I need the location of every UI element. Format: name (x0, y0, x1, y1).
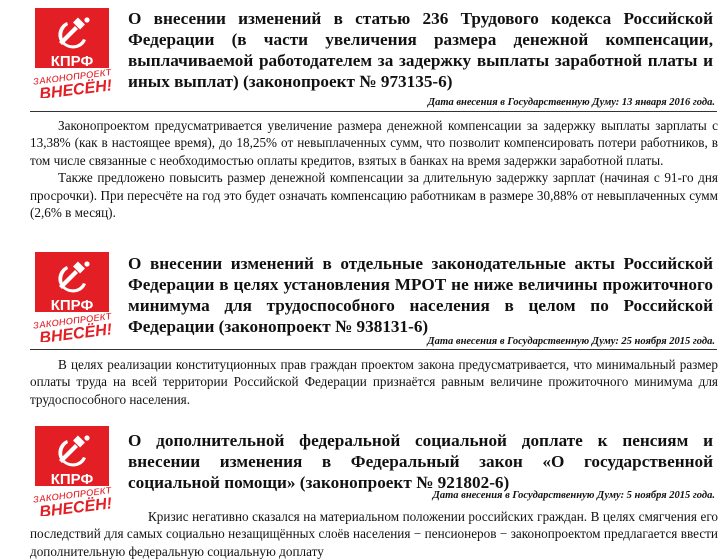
divider (30, 349, 717, 350)
bill-title: О дополнительной федеральной социальной доплате к пенсиям и внесении изменения в Федеральный закон «О государственной социальной помощи» (законопроект № 921802-6) (128, 431, 713, 492)
submission-date: Дата внесения в Государственную Думу: 5 ноября 2015 года. (432, 490, 715, 501)
bill-description (30, 356, 718, 408)
submission-date: Дата внесения в Государственную Думу: 13 января 2016 года. (427, 97, 715, 108)
bill-title: О внесении изменений в статью 236 Трудового кодекса Российской Федерации (в части увеличения размера денежной компенсации, выплачиваемой работодателем за задержку выплаты заработной платы и иных выплат) (законопроект № 973135-6) (128, 9, 713, 91)
kprf-bill-submitted-logo (33, 6, 119, 98)
paragraph: Кризис негативно сказался на материальном положении российских граждан. В целях смягчения его последствий для самых социально незащищённых слоёв населения − пенсионеров − законопроектом предлагается ввести дополнительную федеральную социальную доплату (30, 509, 718, 559)
kprf-bill-submitted-logo (33, 250, 119, 342)
bill-description (30, 508, 718, 560)
bill-title: О внесении изменений в отдельные законодательные акты Российской Федерации в целях установления МРОТ не ниже величины прожиточного минимума для трудоспособного населения в целом по Российской Федерации (законопроект № 938131-6) (128, 254, 713, 336)
submission-date: Дата внесения в Государственную Думу: 25 ноября 2015 года. (427, 336, 715, 347)
divider (30, 111, 717, 112)
paragraph: В целях реализации конституционных прав граждан проектом закона предусматривается, что минимальный размер оплаты труда на всей территории Российской Федерации признаётся равным величине прожиточного минимума для трудоспособного населения. (30, 357, 718, 407)
bill-description (30, 117, 718, 221)
kprf-bill-submitted-logo (33, 424, 119, 516)
paragraph: Также предложено повысить размер денежной компенсации за длительную задержку зарплат (начиная с 91-го дня просрочки). При пересчёте на год это будет означать компенсацию работникам в размере 30,88% от невыплаченных сумм (2,6% в месяц). (30, 170, 718, 221)
paragraph: Законопроектом предусматривается увеличение размера денежной компенсации за задержку выплаты зарплаты с 13,38% (как в настоящее время), до 18,25% от невыплаченных сумм, что позволит компенсировать потери работников, в том числе связанные с необходимостью оплаты кредитов, взятых в банках на время задержки заработной платы. (30, 118, 718, 168)
